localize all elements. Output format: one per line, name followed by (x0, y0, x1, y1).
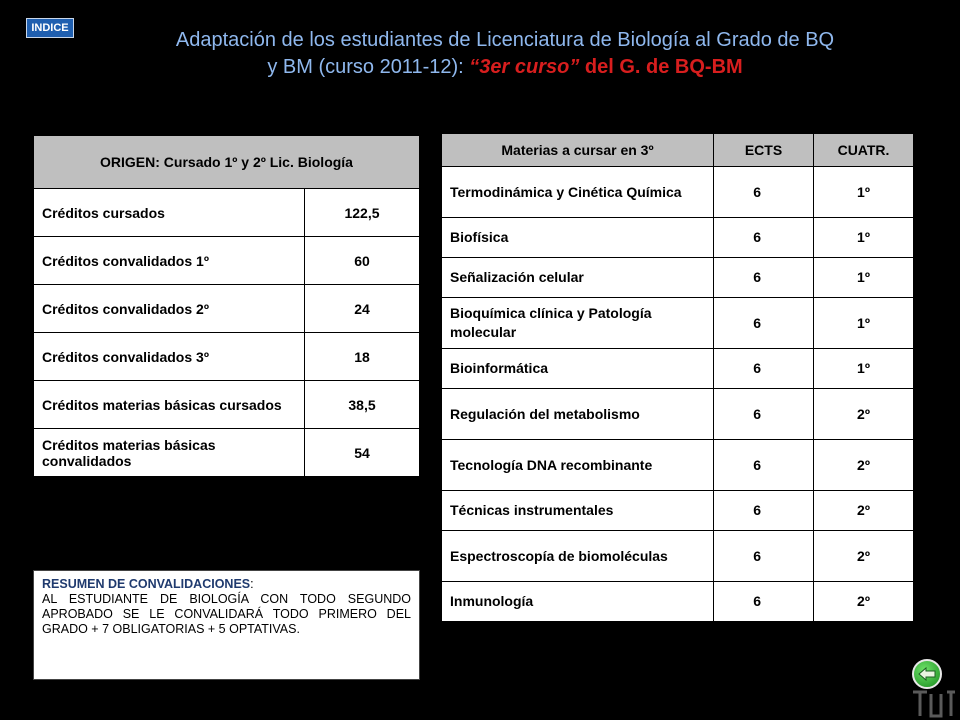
origen-value: 54 (305, 429, 420, 477)
origen-label: Créditos materias básicas convalidados (34, 429, 305, 477)
materia-cuatr: 1º (814, 167, 914, 218)
materia-row (442, 440, 914, 491)
materia-ects: 6 (714, 491, 814, 531)
materia-name: Técnicas instrumentales (442, 491, 714, 531)
title-highlight (469, 56, 742, 78)
title-quoted: “3er curso” (469, 56, 580, 78)
materia-ects: 6 (714, 167, 814, 218)
resumen-body: AL ESTUDIANTE DE BIOLOGÍA CON TODO SEGUNDO APROBADO SE LE CONVALIDARÁ TODO PRIMERO DEL GRADO + 7 OBLIGATORIAS + 5 OPTATIVAS. (42, 592, 411, 636)
materia-name: Espectroscopía de biomoléculas (442, 531, 714, 582)
materia-ects: 6 (714, 258, 814, 298)
origen-label: Créditos convalidados 2º (34, 285, 305, 333)
materia-name: Termodinámica y Cinética Química (442, 167, 714, 218)
materia-name: Regulación del metabolismo (442, 389, 714, 440)
materias-table (441, 133, 914, 622)
title-line-1: Adaptación de los estudiantes de Licenciatura de Biología al Grado de BQ (175, 29, 835, 51)
page-title (100, 27, 910, 81)
origen-value: 24 (305, 285, 420, 333)
materia-ects: 6 (714, 440, 814, 491)
materias-header-cuatr: CUATR. (814, 134, 914, 167)
materia-ects: 6 (714, 349, 814, 389)
materia-row (442, 349, 914, 389)
materia-cuatr: 1º (814, 218, 914, 258)
origen-value: 38,5 (305, 381, 420, 429)
materia-ects: 6 (714, 298, 814, 349)
origen-value: 60 (305, 237, 420, 285)
title-line-2-plain: y BM (curso 2011-12): (267, 56, 470, 78)
materia-ects: 6 (714, 582, 814, 622)
title-line-2 (100, 54, 910, 81)
origen-row (34, 237, 420, 285)
materia-name: Tecnología DNA recombinante (442, 440, 714, 491)
materia-row (442, 389, 914, 440)
materia-cuatr: 2º (814, 389, 914, 440)
origen-label: Créditos convalidados 1º (34, 237, 305, 285)
materia-row (442, 298, 914, 349)
materia-row (442, 167, 914, 218)
materia-name: Señalización celular (442, 258, 714, 298)
origen-row (34, 429, 420, 477)
materia-cuatr: 1º (814, 298, 914, 349)
origen-row (34, 381, 420, 429)
title-tail: del G. de BQ-BM (579, 56, 743, 78)
materia-row (442, 582, 914, 622)
materia-row (442, 531, 914, 582)
materia-name: Inmunología (442, 582, 714, 622)
origen-header: ORIGEN: Cursado 1º y 2º Lic. Biología (34, 136, 420, 189)
materia-ects: 6 (714, 531, 814, 582)
origen-label: Créditos materias básicas cursados (34, 381, 305, 429)
materia-cuatr: 2º (814, 491, 914, 531)
materia-name: Biofísica (442, 218, 714, 258)
origen-row (34, 285, 420, 333)
origen-row (34, 189, 420, 237)
origen-value: 122,5 (305, 189, 420, 237)
origen-value: 18 (305, 333, 420, 381)
materia-row (442, 218, 914, 258)
origen-row (34, 333, 420, 381)
indice-button[interactable]: INDICE (26, 18, 74, 38)
materia-cuatr: 1º (814, 349, 914, 389)
materia-name: Bioinformática (442, 349, 714, 389)
materia-ects: 6 (714, 389, 814, 440)
origen-table (33, 135, 420, 477)
resumen-title-suffix: : (250, 577, 254, 591)
materia-cuatr: 2º (814, 440, 914, 491)
materia-cuatr: 2º (814, 582, 914, 622)
university-logo-icon (905, 680, 960, 720)
materias-header-ects: ECTS (714, 134, 814, 167)
materia-row (442, 258, 914, 298)
materia-cuatr: 1º (814, 258, 914, 298)
resumen-title: RESUMEN DE CONVALIDACIONES (42, 577, 251, 591)
materia-row (442, 491, 914, 531)
materia-cuatr: 2º (814, 531, 914, 582)
materias-header-name: Materias a cursar en 3º (442, 134, 714, 167)
materia-name: Bioquímica clínica y Patología molecular (442, 298, 714, 349)
resumen-box (33, 570, 420, 680)
origen-label: Créditos convalidados 3º (34, 333, 305, 381)
origen-label: Créditos cursados (34, 189, 305, 237)
materia-ects: 6 (714, 218, 814, 258)
